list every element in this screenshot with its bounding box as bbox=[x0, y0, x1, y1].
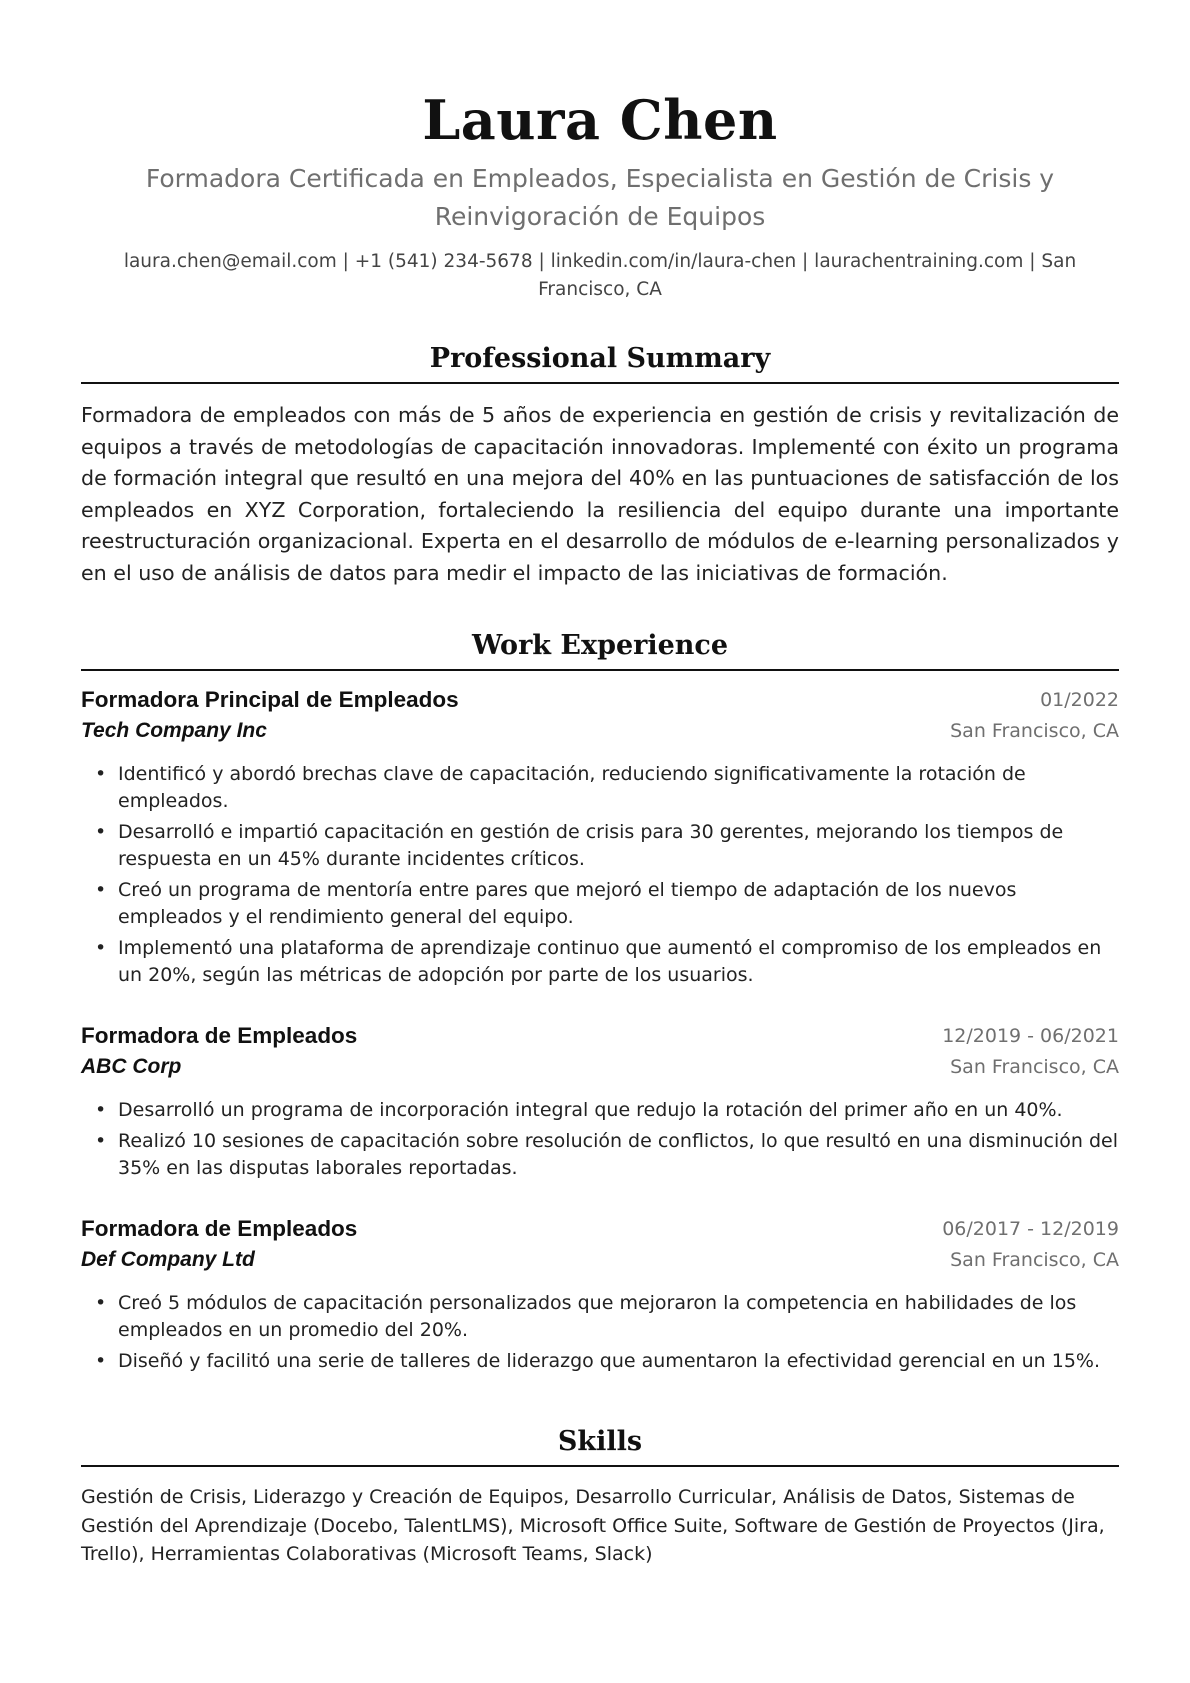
job-bullets bbox=[81, 761, 1119, 989]
bullet-item bbox=[81, 1097, 1119, 1124]
skills-heading: Skills bbox=[557, 1426, 643, 1457]
experience-section bbox=[81, 627, 1119, 1375]
bullet-item bbox=[81, 819, 1119, 873]
bullet-text: Creó un programa de mentoría entre pares que mejoró el tiempo de adaptación de los nuevos empleados y el rendimiento general del equipo. bbox=[118, 879, 1017, 928]
bullet-item bbox=[81, 935, 1119, 989]
bullet-item bbox=[81, 1348, 1119, 1375]
summary-section bbox=[81, 340, 1119, 589]
summary-divider bbox=[81, 382, 1119, 384]
job-entry bbox=[81, 685, 1119, 989]
professional-headline: Formadora Certificada en Empleados, Especialista en Gestión de Crisis y Reinvigoración de Equipos bbox=[145, 164, 1055, 231]
bullet-icon: • bbox=[95, 821, 107, 843]
summary-heading: Professional Summary bbox=[429, 343, 771, 374]
bullet-text: Diseñó y facilitó una serie de talleres de liderazgo que aumentaron la efectividad gerencial en un 15%. bbox=[118, 1350, 1100, 1372]
job-company: ABC Corp bbox=[81, 1055, 182, 1078]
bullet-item bbox=[81, 1128, 1119, 1182]
candidate-name: Laura Chen bbox=[422, 88, 778, 152]
bullet-item bbox=[81, 761, 1119, 815]
bullet-icon: • bbox=[95, 879, 107, 901]
job-dates: 01/2022 bbox=[1040, 689, 1119, 711]
job-bullets bbox=[81, 1290, 1119, 1375]
job-location: San Francisco, CA bbox=[950, 1249, 1119, 1271]
bullet-icon: • bbox=[95, 937, 107, 959]
experience-divider bbox=[81, 669, 1119, 671]
bullet-icon: • bbox=[95, 1292, 107, 1314]
job-location: San Francisco, CA bbox=[950, 1056, 1119, 1078]
bullet-item bbox=[81, 877, 1119, 931]
job-bullets bbox=[81, 1097, 1119, 1182]
job-header bbox=[81, 1021, 1119, 1085]
bullet-text: Desarrolló e impartió capacitación en gestión de crisis para 30 gerentes, mejorando los tiempos de respuesta en un 45% durante incidentes críticos. bbox=[118, 821, 1064, 870]
job-header bbox=[81, 1214, 1119, 1278]
job-title: Formadora de Empleados bbox=[81, 1023, 358, 1048]
job-entry bbox=[81, 1214, 1119, 1375]
job-company: Tech Company Inc bbox=[81, 719, 267, 742]
job-title: Formadora Principal de Empleados bbox=[81, 687, 459, 712]
job-title: Formadora de Empleados bbox=[81, 1216, 358, 1241]
bullet-text: Implementó una plataforma de aprendizaje continuo que aumentó el compromiso de los empleados en un 20%, según las métricas de adopción por parte de los usuarios. bbox=[118, 937, 1102, 986]
resume-page bbox=[81, 0, 1119, 1569]
bullet-icon: • bbox=[95, 1350, 107, 1372]
job-dates: 12/2019 - 06/2021 bbox=[942, 1025, 1119, 1047]
summary-text: Formadora de empleados con más de 5 años de experiencia en gestión de crisis y revitalización de equipos a través de metodologías de capacitación innovadoras. Implementé con éxito un programa de formación integral que resultó en una mejora del 40% en las puntuaciones de satisfacción de los empleados en XYZ Corporation, fortaleciendo la resiliencia del equipo durante una importante reestructuración organizacional. Experta en el desarrollo de módulos de e-learning personalizados y en el uso de análisis de datos para medir el impacto de las iniciativas de formación. bbox=[81, 403, 1119, 585]
bullet-text: Identificó y abordó brechas clave de capacitación, reduciendo significativamente la rotación de empleados. bbox=[118, 763, 1026, 812]
job-location: San Francisco, CA bbox=[950, 720, 1119, 742]
skills-divider bbox=[81, 1465, 1119, 1467]
job-dates: 06/2017 - 12/2019 bbox=[942, 1218, 1119, 1240]
skills-section bbox=[81, 1423, 1119, 1569]
job-header bbox=[81, 685, 1119, 749]
bullet-icon: • bbox=[95, 763, 107, 785]
bullet-text: Desarrolló un programa de incorporación integral que redujo la rotación del primer año en un 40%. bbox=[118, 1099, 1063, 1121]
bullet-text: Creó 5 módulos de capacitación personalizados que mejoraron la competencia en habilidades de los empleados en un promedio del 20%. bbox=[118, 1292, 1077, 1341]
bullet-icon: • bbox=[95, 1130, 107, 1152]
job-company: Def Company Ltd bbox=[81, 1248, 255, 1271]
job-entry bbox=[81, 1021, 1119, 1182]
bullet-icon: • bbox=[95, 1099, 107, 1121]
bullet-item bbox=[81, 1290, 1119, 1344]
bullet-text: Realizó 10 sesiones de capacitación sobre resolución de conflictos, lo que resultó en una disminución del 35% en las disputas laborales reportadas. bbox=[118, 1130, 1118, 1179]
experience-heading: Work Experience bbox=[471, 630, 729, 661]
contact-info: laura.chen@email.com | +1 (541) 234-5678 | linkedin.com/in/laura-chen | laurachentraining.com | San Francisco, CA bbox=[123, 251, 1077, 300]
skills-text: Gestión de Crisis, Liderazgo y Creación de Equipos, Desarrollo Curricular, Análisis de Datos, Sistemas de Gestión del Aprendizaje (Docebo, TalentLMS), Microsoft Office Suite, Software de Gestión de Proyectos (Jira, Trello), Herramientas Colaborativas (Microsoft Teams, Slack) bbox=[81, 1486, 1105, 1565]
